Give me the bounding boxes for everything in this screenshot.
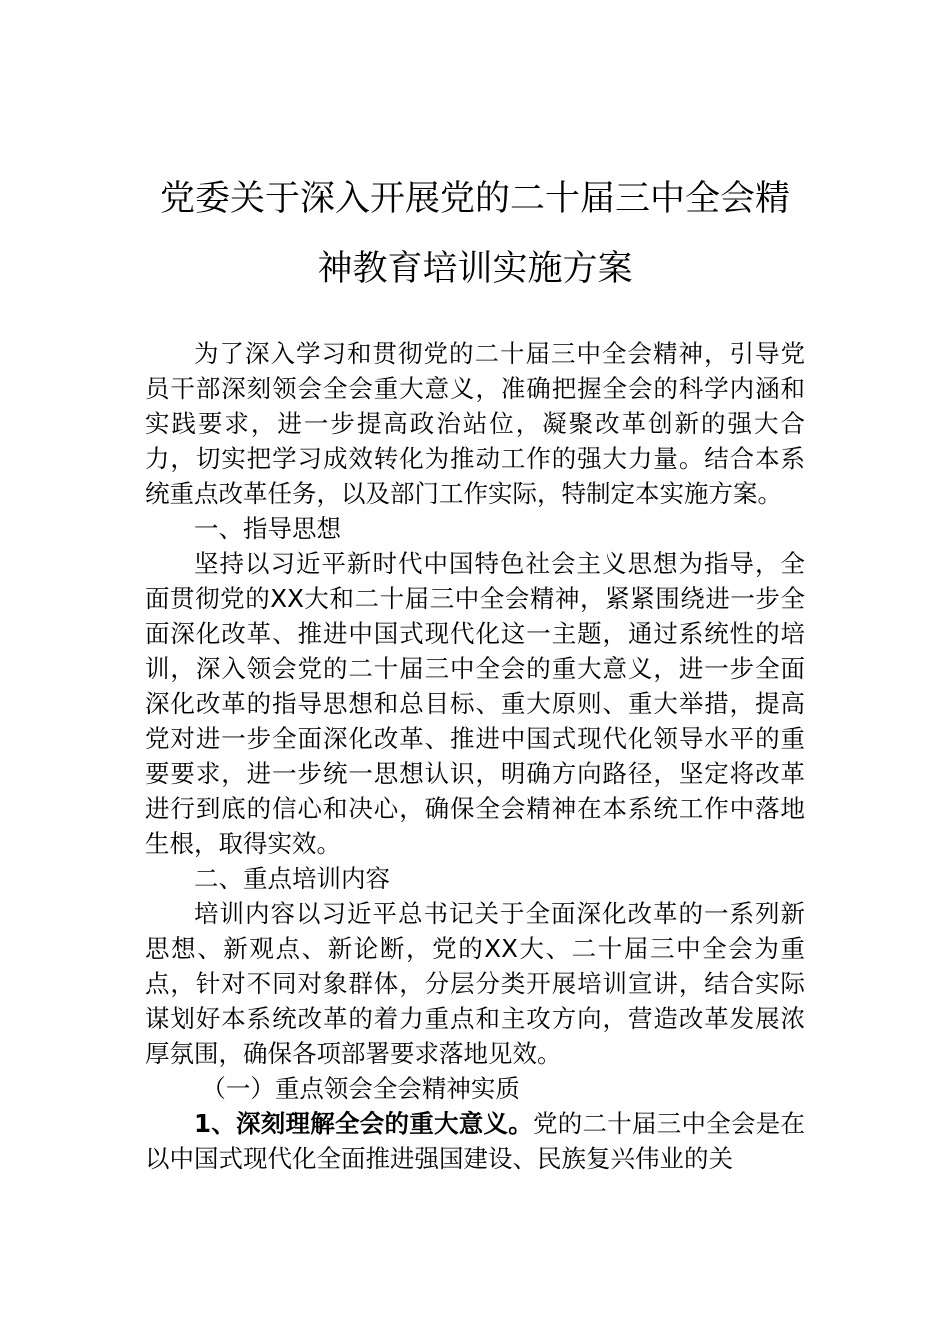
guiding-ideology-paragraph: 坚持以习近平新时代中国特色社会主义思想为指导，全面贯彻党的XX大和二十届三中全会精神，紧紧围绕进一步全面深化改革、推进中国式现代化这一主题，通过系统性的培训，深入领会党的二十届三中全会的重大意义，进一步全面深化改革的指导思想和总目标、重大原则、重大举措，提高党对进一步全面深化改革、推进中国式现代化领导水平的重要要求，进一步统一思想认识，明确方向路径，坚定将改革进行到底的信心和决心，确保全会精神在本系统工作中落地生根，取得实效。 bbox=[145, 549, 805, 858]
document-body bbox=[145, 336, 805, 1176]
item-1-bold-lead: 1、深刻理解全会的重大意义。 bbox=[194, 1109, 534, 1138]
document-title-line-2: 神教育培训实施方案 bbox=[317, 249, 633, 289]
document-title-line-1: 党委关于深入开展党的二十届三中全会精 bbox=[159, 179, 790, 219]
item-1-paragraph bbox=[145, 1106, 805, 1176]
subsection-heading-spirit: （一）重点领会全会精神实质 bbox=[201, 1074, 520, 1103]
section-heading-guiding-ideology: 一、指导思想 bbox=[194, 514, 341, 543]
intro-paragraph: 为了深入学习和贯彻党的二十届三中全会精神，引导党员干部深刻领会全会重大意义，准确把握全会的科学内涵和实践要求，进一步提高政治站位，凝聚改革创新的强大合力，切实把学习成效转化为推动工作的强大力量。结合本系统重点改革任务，以及部门工作实际，特制定本实施方案。 bbox=[145, 339, 805, 508]
training-content-paragraph: 培训内容以习近平总书记关于全面深化改革的一系列新思想、新观点、新论断，党的XX大、二十届三中全会为重点，针对不同对象群体，分层分类开展培训宣讲，结合实际谋划好本系统改革的着力重点和主攻方向，营造改革发展浓厚氛围，确保各项部署要求落地见效。 bbox=[145, 899, 805, 1068]
item-1-text: 党的二十届三中全会是在以中国式现代化全面推进强国建设、民族复兴伟业的关 bbox=[145, 1109, 806, 1173]
section-heading-training-content: 二、重点培训内容 bbox=[194, 864, 390, 893]
